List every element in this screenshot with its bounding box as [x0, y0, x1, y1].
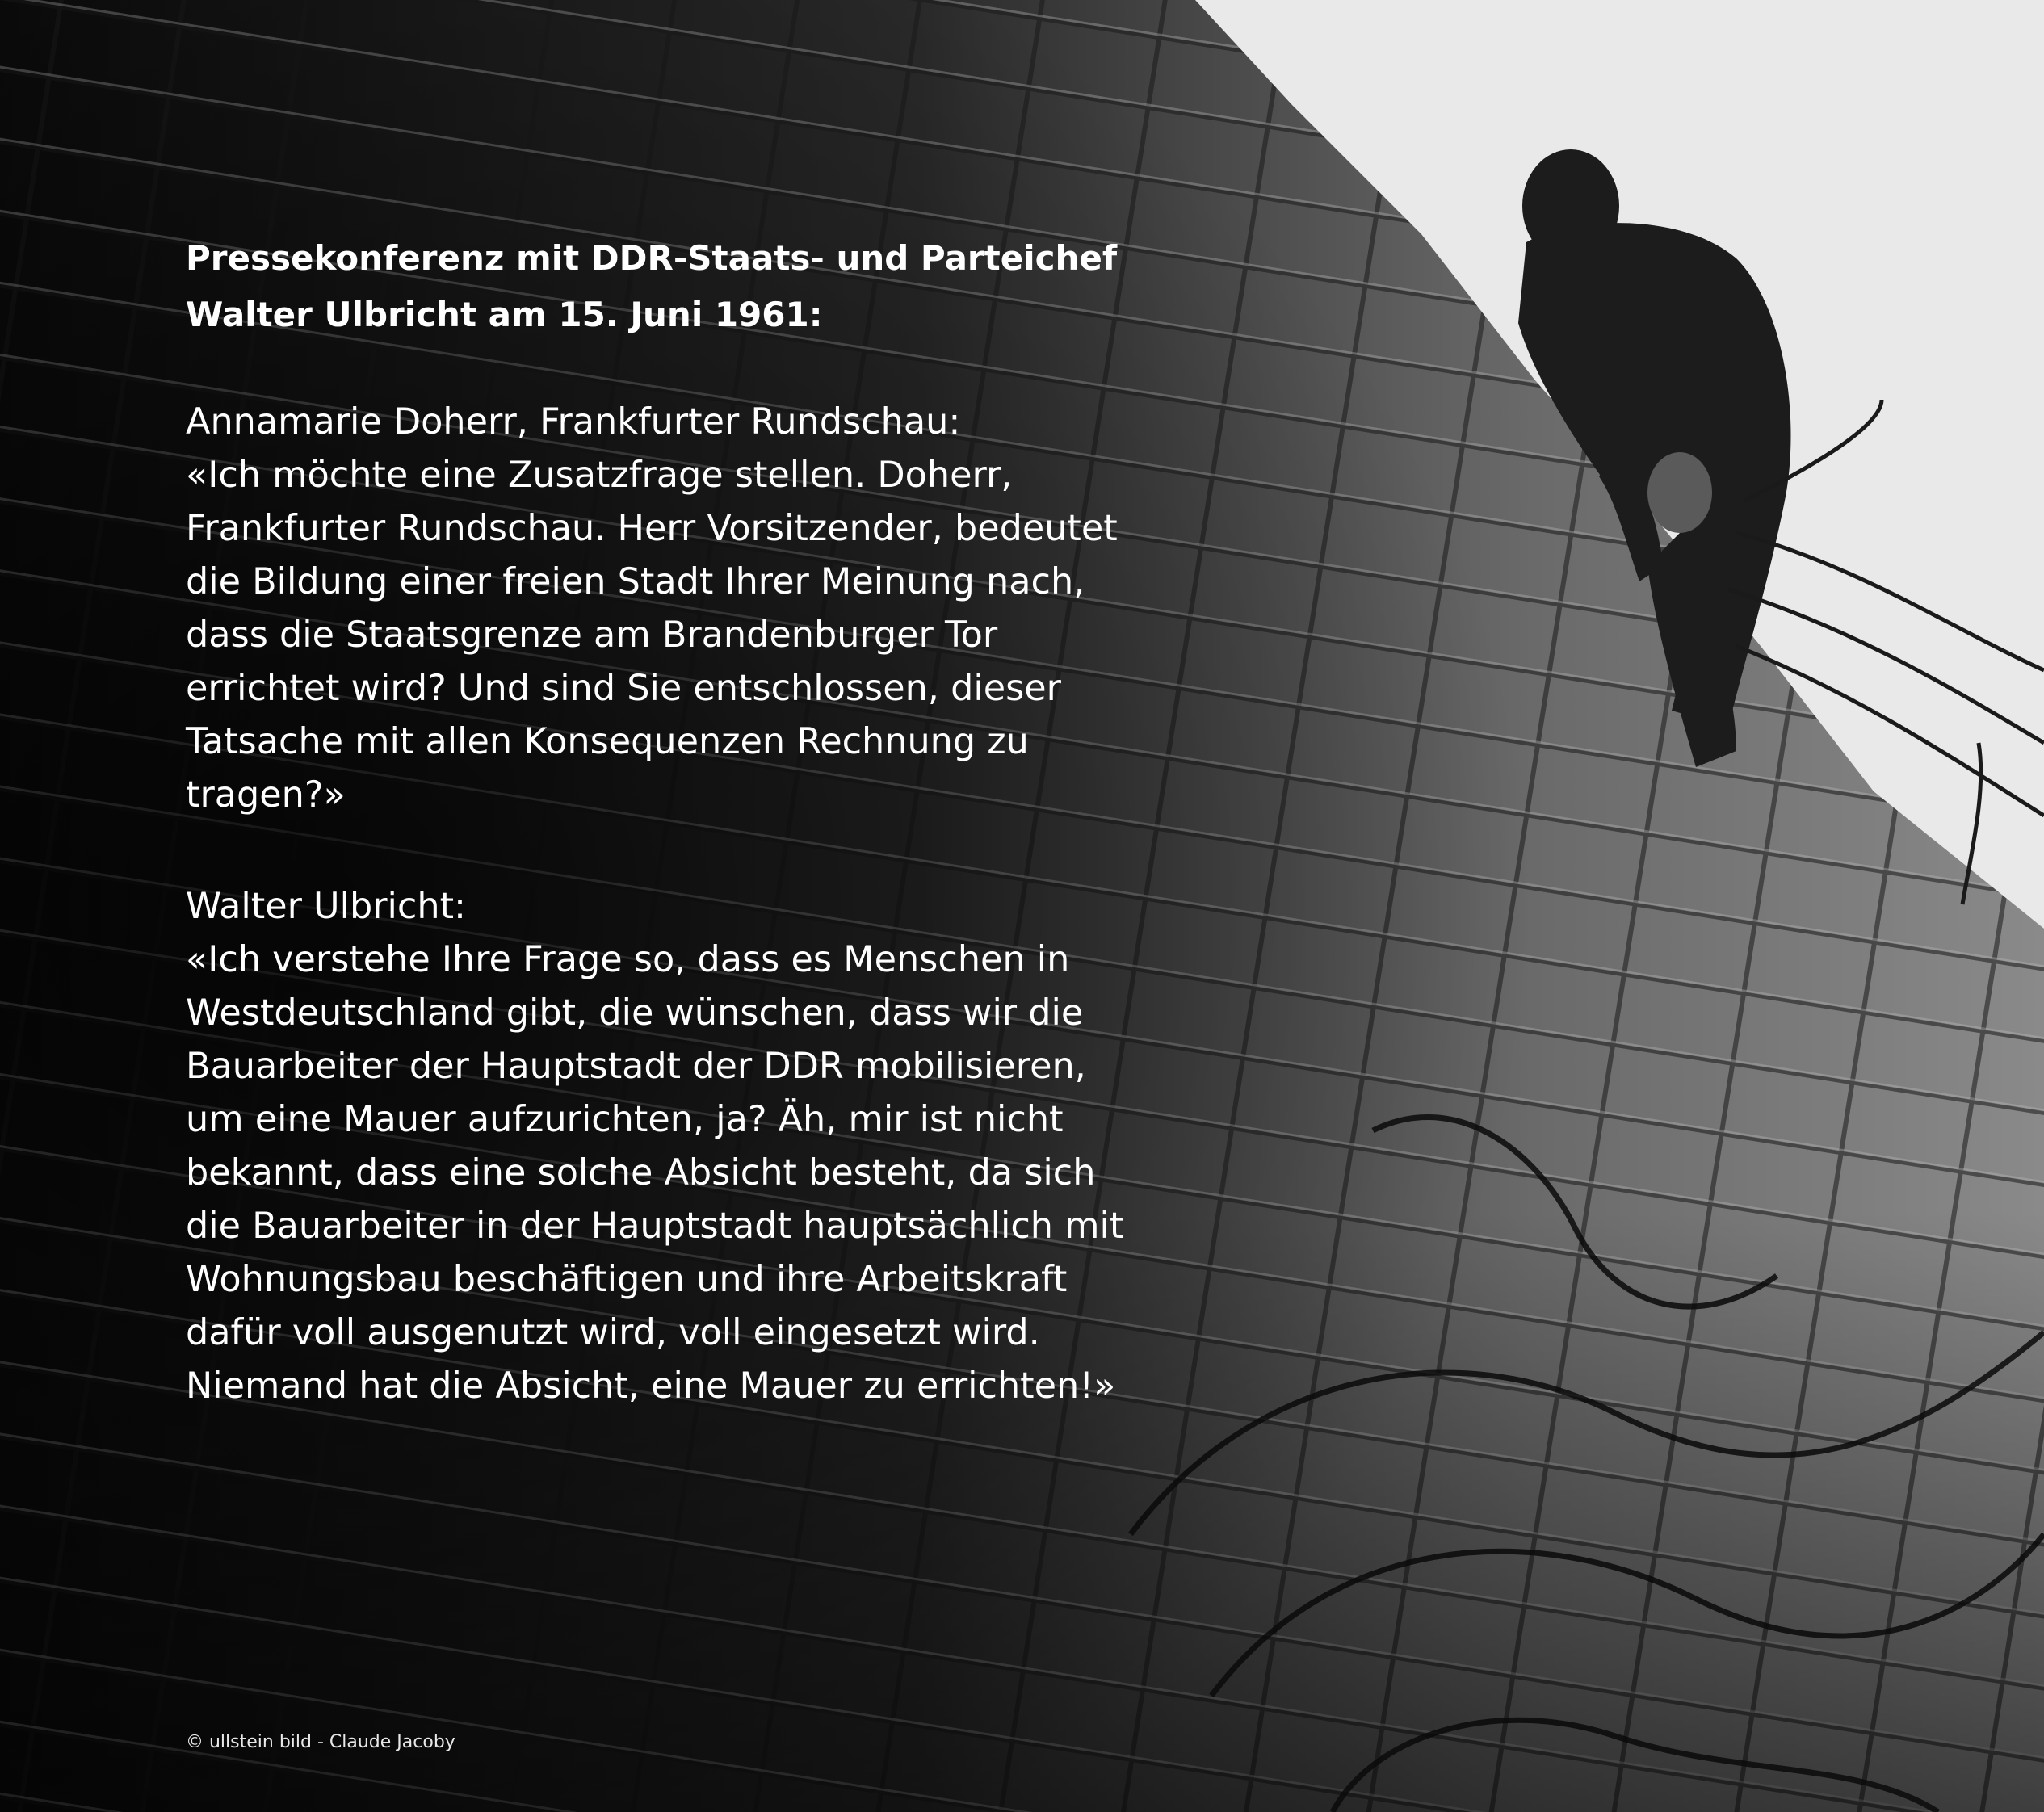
answer-line: «Ich verstehe Ihre Frage so, dass es Menschen in	[186, 939, 1070, 980]
answer-line: Bauarbeiter der Hauptstadt der DDR mobilisieren,	[186, 1046, 1086, 1087]
question-line: Frankfurter Rundschau. Herr Vorsitzender, bedeutet	[186, 508, 1118, 549]
answer-block	[186, 880, 1195, 1413]
answer-line: Wohnungsbau beschäftigen und ihre Arbeitskraft	[186, 1259, 1068, 1300]
answer-line: bekannt, dass eine solche Absicht besteht, da sich	[186, 1152, 1096, 1193]
heading-line-2: Walter Ulbricht am 15. Juni 1961:	[186, 295, 823, 334]
answer-speaker: Walter Ulbricht:	[186, 886, 467, 927]
answer-line: die Bauarbeiter in der Hauptstadt hauptsächlich mit	[186, 1206, 1124, 1247]
question-line: errichtet wird? Und sind Sie entschlossen, dieser	[186, 668, 1061, 709]
answer-line: um eine Mauer aufzurichten, ja? Äh, mir ist nicht	[186, 1099, 1064, 1140]
question-line: tragen?»	[186, 774, 346, 816]
answer-line: Niemand hat die Absicht, eine Mauer zu errichten!»	[186, 1365, 1116, 1407]
heading-line-1: Pressekonferenz mit DDR-Staats- und Parteichef	[186, 238, 1118, 278]
page-heading	[186, 230, 1155, 343]
question-line: die Bildung einer freien Stadt Ihrer Meinung nach,	[186, 561, 1085, 602]
answer-line: Westdeutschland gibt, die wünschen, dass wir die	[186, 992, 1084, 1034]
question-speaker: Annamarie Doherr, Frankfurter Rundschau:	[186, 401, 961, 443]
photo-credit: © ullstein bild - Claude Jacoby	[186, 1732, 455, 1752]
question-line: dass die Staatsgrenze am Brandenburger Tor	[186, 614, 998, 656]
question-line: «Ich möchte eine Zusatzfrage stellen. Doherr,	[186, 455, 1013, 496]
question-block	[186, 396, 1195, 822]
answer-line: dafür voll ausgenutzt wird, voll eingesetzt wird.	[186, 1312, 1040, 1353]
question-line: Tatsache mit allen Konsequenzen Rechnung zu	[186, 721, 1029, 762]
